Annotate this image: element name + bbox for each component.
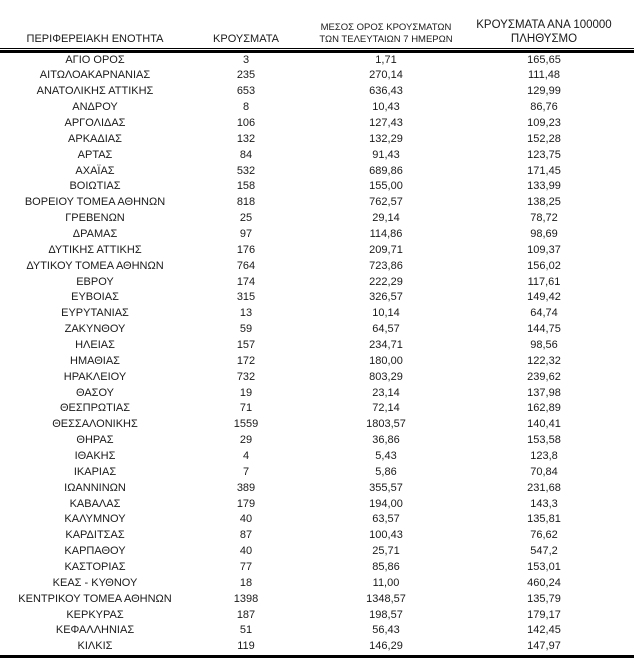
per100k-cell: 231,68: [527, 481, 561, 494]
cases-cell: 176: [236, 243, 256, 256]
cases-cell: 3: [242, 53, 250, 66]
per100k-cell: 179,17: [527, 608, 561, 621]
cases-cell: 40: [239, 513, 253, 526]
cases-cell: 71: [239, 402, 253, 415]
cases-cell: 87: [239, 529, 253, 542]
per100k-cell: 171,45: [527, 164, 561, 177]
per100k-cell: 135,81: [527, 513, 561, 526]
cases-cell: 51: [239, 624, 253, 637]
header-per100k-line2: ΠΛΗΘΥΣΜΟ: [510, 33, 578, 45]
avg7-cell: 689,86: [369, 164, 403, 177]
cases-cell: 235: [236, 69, 256, 82]
region-cell: ΗΛΕΙΑΣ: [75, 338, 115, 351]
per100k-cell: 144,75: [527, 323, 561, 336]
region-cell: ΘΕΣΠΡΩΤΙΑΣ: [59, 402, 131, 415]
per100k-cell: 76,62: [530, 529, 558, 542]
cases-cell: 13: [239, 307, 253, 320]
avg7-cell: 803,29: [369, 370, 403, 383]
table-row: [0, 290, 634, 306]
region-cell: ΔΡΑΜΑΣ: [72, 227, 118, 240]
region-cell: ΚΑΛΥΜΝΟΥ: [64, 513, 126, 526]
table-row: [0, 576, 634, 592]
cases-cell: 19: [239, 386, 253, 399]
table-row: [0, 275, 634, 291]
per100k-cell: 460,24: [527, 576, 561, 589]
table-row: [0, 560, 634, 576]
region-cell: ΔΥΤΙΚΟΥ ΤΟΜΕΑ ΑΘΗΝΩΝ: [26, 259, 164, 272]
avg7-cell: 72,14: [372, 402, 400, 415]
table-row: [0, 259, 634, 275]
per100k-cell: 78,72: [530, 212, 558, 225]
per100k-cell: 117,61: [527, 275, 561, 288]
avg7-cell: 10,43: [372, 101, 400, 114]
per100k-cell: 70,84: [530, 465, 558, 478]
table-row: [0, 401, 634, 417]
cases-cell: 84: [239, 148, 253, 161]
table-bottom-rule: [0, 655, 634, 658]
header-avg7: [302, 22, 470, 46]
table-row: [0, 322, 634, 338]
avg7-cell: 132,29: [369, 132, 403, 145]
cases-cell: 25: [239, 212, 253, 225]
avg7-cell: 64,57: [372, 323, 400, 336]
region-cell: ΚΑΡΠΑΘΟΥ: [64, 545, 126, 558]
cases-cell: 174: [236, 275, 256, 288]
region-cell: ΑΡΚΑΔΙΑΣ: [68, 132, 122, 145]
per100k-cell: 109,37: [527, 243, 561, 256]
cases-cell: 119: [237, 640, 255, 653]
per100k-cell: 140,41: [527, 418, 561, 431]
per100k-cell: 133,99: [527, 180, 561, 193]
table-row: [0, 243, 634, 259]
table-row: [0, 164, 634, 180]
avg7-cell: 100,43: [369, 529, 403, 542]
region-cell: ΑΝΑΤΟΛΙΚΗΣ ΑΤΤΙΚΗΣ: [36, 85, 154, 98]
per100k-cell: 86,76: [530, 101, 558, 114]
per100k-cell: 239,62: [527, 370, 561, 383]
region-cell: ΑΙΤΩΛΟΑΚΑΡΝΑΝΙΑΣ: [39, 69, 151, 82]
avg7-cell: 636,43: [369, 85, 403, 98]
avg7-cell: 234,71: [369, 338, 403, 351]
per100k-cell: 153,01: [527, 561, 561, 573]
cases-cell: 18: [239, 576, 253, 589]
avg7-cell: 180,00: [369, 354, 403, 367]
table-row: [0, 481, 634, 497]
avg7-cell: 146,29: [369, 640, 403, 653]
region-cell: ΙΩΑΝΝΙΝΩΝ: [64, 481, 126, 494]
avg7-cell: 23,14: [372, 386, 400, 399]
region-cell: ΙΚΑΡΙΑΣ: [73, 465, 117, 478]
avg7-cell: 723,86: [369, 259, 403, 272]
region-cell: ΚΑΒΑΛΑΣ: [69, 497, 121, 510]
region-cell: ΔΥΤΙΚΗΣ ΑΤΤΙΚΗΣ: [48, 243, 142, 256]
table-row: [0, 53, 634, 69]
cases-cell: 59: [239, 323, 253, 336]
region-cell: ΗΜΑΘΙΑΣ: [70, 354, 120, 367]
avg7-cell: 198,57: [369, 608, 403, 621]
table-row: [0, 227, 634, 243]
avg7-cell: 56,43: [372, 624, 400, 637]
per100k-cell: 129,99: [527, 85, 561, 98]
avg7-cell: 91,43: [372, 148, 400, 161]
region-cell: ΚΕΝΤΡΙΚΟΥ ΤΟΜΕΑ ΑΘΗΝΩΝ: [18, 592, 172, 605]
per100k-cell: 165,65: [527, 53, 561, 66]
table-row: [0, 639, 634, 655]
cases-cell: 158: [236, 180, 256, 193]
avg7-cell: 222,29: [369, 275, 403, 288]
avg7-cell: 85,86: [372, 561, 400, 573]
avg7-cell: 326,57: [369, 291, 403, 304]
cases-cell: 106: [236, 116, 256, 129]
per100k-cell: 149,42: [527, 291, 561, 304]
region-cell: ΑΧΑΪΑΣ: [75, 164, 115, 177]
region-cell: ΕΥΒΟΙΑΣ: [71, 291, 119, 304]
per100k-cell: 123,75: [527, 148, 561, 161]
per100k-cell: 138,25: [527, 196, 561, 209]
region-cell: ΕΥΡΥΤΑΝΙΑΣ: [61, 307, 129, 320]
table-row: [0, 433, 634, 449]
table-row: [0, 84, 634, 100]
cases-cell: 1559: [233, 418, 259, 431]
table-row: [0, 338, 634, 354]
table-row: [0, 148, 634, 164]
per100k-cell: 153,58: [527, 434, 561, 447]
table-row: [0, 449, 634, 465]
cases-cell: 77: [239, 561, 253, 573]
per100k-cell: 142,45: [527, 624, 561, 637]
table-row: [0, 623, 634, 639]
table-row: [0, 370, 634, 386]
cases-cell: 764: [236, 259, 256, 272]
table-row: [0, 116, 634, 132]
per100k-cell: 143,3: [530, 497, 558, 510]
table-header-row: [0, 0, 634, 49]
cases-cell: 187: [236, 608, 256, 621]
avg7-cell: 270,14: [369, 69, 403, 82]
cases-cell: 315: [236, 291, 256, 304]
table-row: [0, 195, 634, 211]
region-cell: ΘΕΣΣΑΛΟΝΙΚΗΣ: [52, 418, 138, 431]
region-cell: ΓΡΕΒΕΝΩΝ: [65, 212, 125, 225]
region-cell: ΘΗΡΑΣ: [76, 434, 114, 447]
region-cell: ΚΕΦΑΛΛΗΝΙΑΣ: [55, 624, 135, 637]
per100k-cell: 147,97: [527, 640, 561, 653]
cases-cell: 97: [239, 227, 253, 240]
cases-cell: 389: [236, 481, 256, 494]
avg7-cell: 29,14: [372, 212, 400, 225]
header-per100k: [470, 18, 618, 46]
avg7-cell: 1,71: [375, 53, 397, 66]
cases-cell: 157: [236, 338, 256, 351]
region-cell: ΚΙΛΚΙΣ: [77, 640, 113, 653]
per100k-cell: 162,89: [527, 402, 561, 415]
table-row: [0, 528, 634, 544]
region-cell: ΒΟΡΕΙΟΥ ΤΟΜΕΑ ΑΘΗΝΩΝ: [24, 196, 166, 209]
table-row: [0, 512, 634, 528]
header-avg7-line2: ΤΩΝ ΤΕΛΕΥΤΑΙΩΝ 7 ΗΜΕΡΩΝ: [319, 34, 453, 45]
cases-cell: 7: [242, 465, 250, 478]
per100k-cell: 547,2: [530, 545, 558, 558]
avg7-cell: 127,43: [369, 116, 403, 129]
avg7-cell: 762,57: [369, 196, 403, 209]
avg7-cell: 10,14: [372, 307, 400, 320]
region-cell: ΚΑΣΤΟΡΙΑΣ: [64, 561, 126, 573]
avg7-cell: 194,00: [369, 497, 403, 510]
avg7-cell: 1348,57: [366, 592, 406, 605]
avg7-cell: 36,86: [372, 434, 400, 447]
header-avg7-line1: ΜΕΣΟΣ ΟΡΟΣ ΚΡΟΥΣΜΑΤΩΝ: [320, 22, 452, 33]
table-row: [0, 608, 634, 624]
per100k-cell: 64,74: [530, 307, 558, 320]
region-cell: ΑΓΙΟ ΟΡΟΣ: [65, 53, 125, 66]
region-cell: ΑΡΤΑΣ: [77, 148, 113, 161]
per100k-cell: 98,69: [530, 227, 558, 240]
table-row: [0, 386, 634, 402]
table-body: [0, 53, 634, 656]
per100k-cell: 111,48: [527, 69, 560, 82]
header-cases: ΚΡΟΥΣΜΑΤΑ: [213, 33, 279, 45]
table-row: [0, 354, 634, 370]
table-row: [0, 497, 634, 513]
per100k-cell: 152,28: [527, 132, 561, 145]
cases-cell: 179: [236, 497, 256, 510]
per100k-cell: 135,79: [527, 592, 561, 605]
avg7-cell: 155,00: [369, 180, 403, 193]
avg7-cell: 25,71: [372, 545, 400, 558]
cases-cell: 653: [236, 85, 256, 98]
cases-cell: 532: [236, 164, 256, 177]
table-row: [0, 211, 634, 227]
region-cell: ΚΕΑΣ - ΚΥΘΝΟΥ: [52, 576, 138, 589]
cases-cell: 29: [239, 434, 253, 447]
avg7-cell: 355,57: [369, 481, 403, 494]
region-cell: ΖΑΚΥΝΘΟΥ: [64, 323, 126, 336]
per100k-cell: 137,98: [527, 386, 561, 399]
table-row: [0, 465, 634, 481]
avg7-cell: 5,86: [375, 465, 397, 478]
cases-cell: 8: [242, 101, 250, 114]
cases-cell: 818: [236, 196, 256, 209]
region-cell: ΑΡΓΟΛΙΔΑΣ: [64, 116, 126, 129]
table-row: [0, 100, 634, 116]
per100k-cell: 123,8: [530, 449, 558, 462]
region-cell: ΚΑΡΔΙΤΣΑΣ: [65, 529, 125, 542]
table-row: [0, 417, 634, 433]
header-region: ΠΕΡΙΦΕΡΕΙΑΚΗ ΕΝΟΤΗΤΑ: [26, 33, 164, 45]
region-cell: ΙΘΑΚΗΣ: [74, 449, 116, 462]
table-row: [0, 544, 634, 560]
avg7-cell: 63,57: [372, 513, 400, 526]
cases-cell: 172: [236, 354, 256, 367]
table-row: [0, 179, 634, 195]
region-cell: ΕΒΡΟΥ: [76, 275, 114, 288]
region-cell: ΒΟΙΩΤΙΑΣ: [69, 180, 121, 193]
avg7-cell: 11,00: [372, 576, 400, 589]
cases-cell: 132: [236, 132, 256, 145]
cases-cell: 4: [242, 449, 250, 462]
cases-cell: 40: [239, 545, 253, 558]
per100k-cell: 122,32: [527, 354, 561, 367]
table-row: [0, 68, 634, 84]
per100k-cell: 156,02: [527, 259, 561, 272]
region-cell: ΘΑΣΟΥ: [75, 386, 115, 399]
region-cell: ΑΝΔΡΟΥ: [72, 101, 118, 114]
region-cell: ΗΡΑΚΛΕΙΟΥ: [63, 370, 127, 383]
avg7-cell: 5,43: [375, 449, 397, 462]
avg7-cell: 209,71: [369, 243, 403, 256]
cases-cell: 1398: [233, 592, 259, 605]
per100k-cell: 109,23: [527, 116, 561, 129]
per100k-cell: 98,56: [530, 338, 558, 351]
region-cell: ΚΕΡΚΥΡΑΣ: [66, 608, 124, 621]
avg7-cell: 1803,57: [366, 418, 406, 431]
cases-cell: 732: [236, 370, 256, 383]
table-row: [0, 132, 634, 148]
table-row: [0, 592, 634, 608]
table-row: [0, 306, 634, 322]
header-per100k-line1: ΚΡΟΥΣΜΑΤΑ ΑΝΑ 100000: [476, 19, 612, 31]
avg7-cell: 114,86: [369, 227, 403, 240]
